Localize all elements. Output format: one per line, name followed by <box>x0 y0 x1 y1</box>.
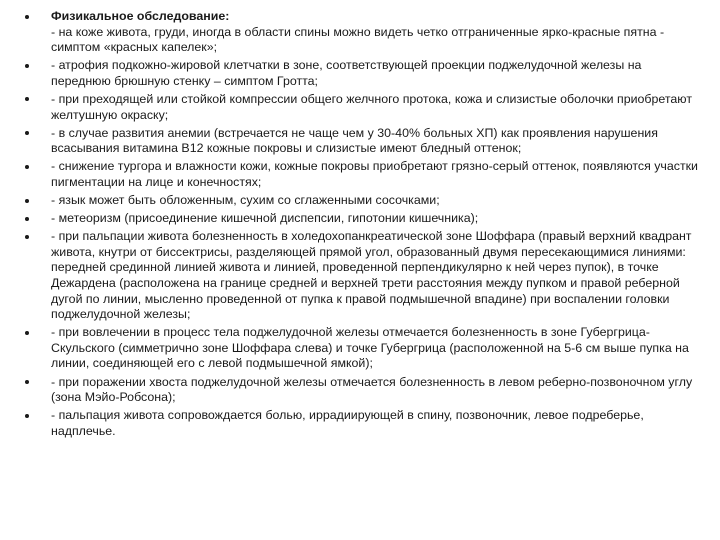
bullet-text: - метеоризм (присоединение кишечной диспепсии, гипотонии кишечника); <box>51 211 479 226</box>
bullet-dot-icon <box>25 414 29 418</box>
bullet-dot-icon <box>25 199 29 203</box>
bullet-text: - при преходящей или стойкой компрессии общего желчного протока, кожа и слизистые оболочки приобретают желтушную окраску; <box>51 91 693 122</box>
bullet-dot-icon <box>25 64 29 68</box>
bullet-dot-icon <box>25 235 29 239</box>
bullet-text: - в случае развития анемии (встречается не чаще чем у 30-40% больных ХП) как проявления нарушения всасывания витамина В12 кожные покровы и слизистые имеют бледный оттенок; <box>51 125 658 156</box>
bullet-text: - язык может быть обложенным, сухим со сглаженными сосочками; <box>51 193 440 208</box>
bullet-text: - пальпация живота сопровождается болью, иррадиирующей в спину, позвоночник, левое подреберье, надплечье. <box>51 408 644 438</box>
bullet-item-11 <box>22 408 698 439</box>
bullet-item-10 <box>22 375 698 406</box>
bullet-text: - снижение тургора и влажности кожи, кожные покровы приобретают грязно-серый оттенок, появляются участки пигментации на лице и конечностях; <box>51 159 698 189</box>
bullet-item-7 <box>22 211 698 227</box>
bullet-item-9 <box>22 325 698 372</box>
bullet-list <box>22 9 698 442</box>
section-heading: Физикальное обследование: <box>51 9 230 23</box>
bullet-item-6 <box>22 193 698 209</box>
bullet-item-2 <box>22 58 698 89</box>
bullet-dot-icon <box>25 165 29 169</box>
bullet-dot-icon <box>25 15 29 19</box>
bullet-item-1 <box>22 9 698 56</box>
bullet-dot-icon <box>25 217 29 221</box>
bullet-text: - атрофия подкожно-жировой клетчатки в зоне, соответствующей проекции поджелудочной железы на переднюю брюшную стенку – симптом Гротта; <box>51 58 642 88</box>
bullet-text: - при поражении хвоста поджелудочной железы отмечается болезненность в левом реберно-позвоночном углу (зона Мэйо-Робсона); <box>51 374 693 405</box>
bullet-item-3 <box>22 92 698 123</box>
bullet-text: - при пальпации живота болезненность в холедохопанкреатической зоне Шоффара (правый верхний квадрант живота, кнутри от биссектрисы, разделяющей прямой угол, образованный двумя пересекающимися линиями: передней срединной линией живота и линией, проведенной перпендикулярно к ней через пупок), в точке Дежардена (расположена на границе средней и верхней трети расстояния между пупком и правой реберной дугой по линии, мысленно проведенной от пупка к правой подмышечной впадине) при воспалении головки поджелудочной железы; <box>51 229 692 322</box>
bullet-dot-icon <box>25 97 29 101</box>
bullet-text: - при вовлечении в процесс тела поджелудочной железы отмечается болезненность в зоне Губергрица-Скульского (симметрично зоне Шоффара слева) и точке Губергрица (расположенной на 5-6 см выше пупка на линии, соединяющей его с левой подмышечной ямкой); <box>51 325 689 371</box>
bullet-dot-icon <box>25 331 29 335</box>
bullet-dot-icon <box>25 380 29 384</box>
bullet-dot-icon <box>25 131 29 135</box>
bullet-item-4 <box>22 126 698 157</box>
bullet-text: - на коже живота, груди, иногда в области спины можно видеть четко отграниченные ярко-красные пятна - симптом «красных капелек»; <box>51 24 665 55</box>
bullet-item-5 <box>22 159 698 190</box>
bullet-item-8 <box>22 229 698 323</box>
